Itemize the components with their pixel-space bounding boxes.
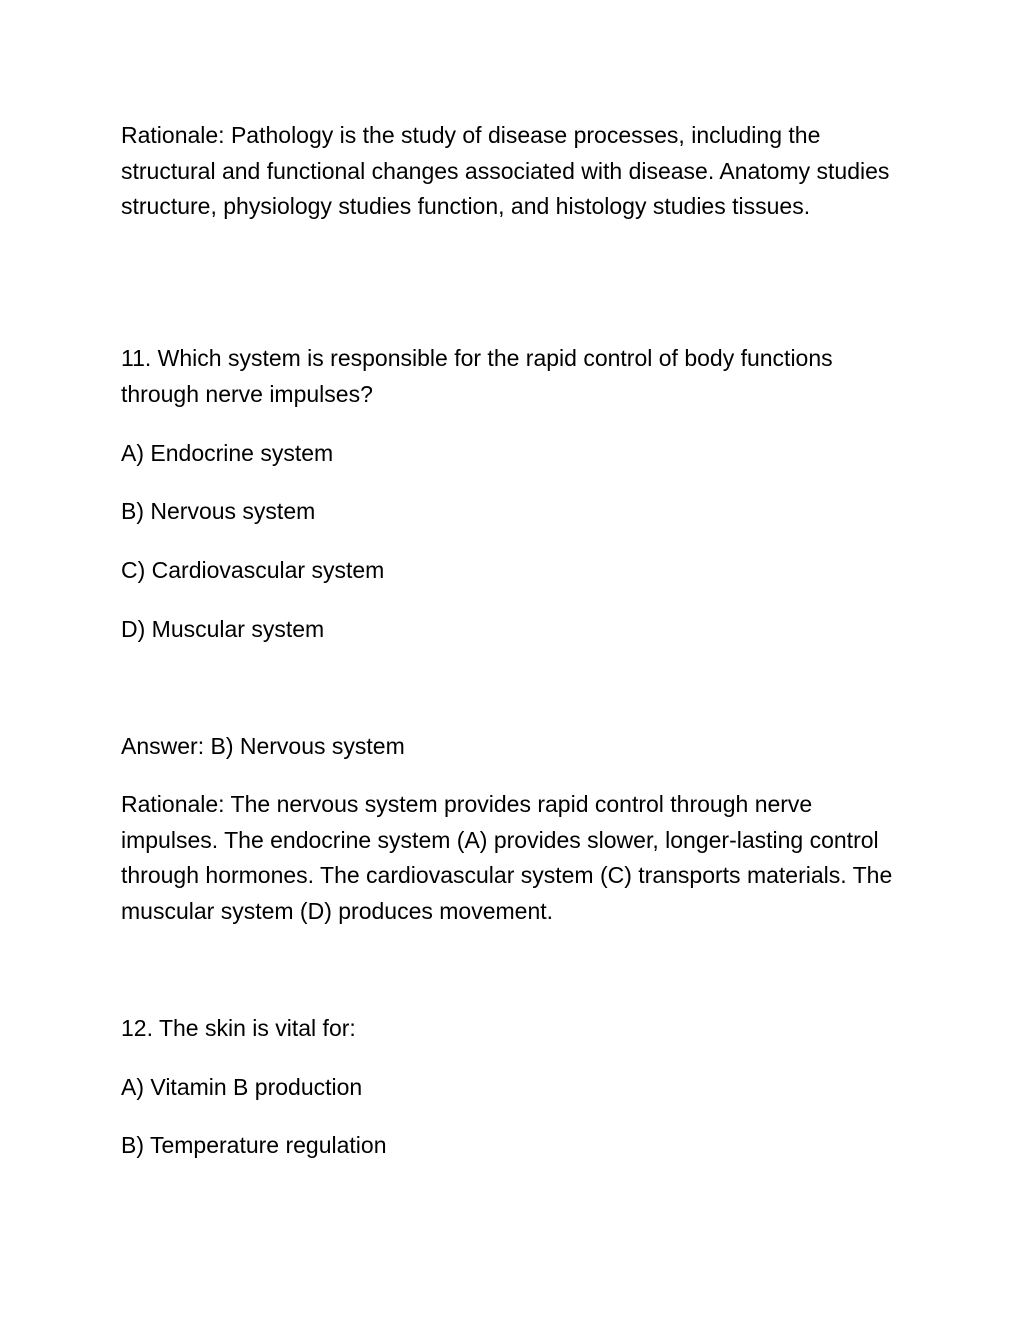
q11-option-b: B) Nervous system — [121, 498, 316, 524]
q12-option-b: B) Temperature regulation — [121, 1132, 387, 1158]
question-11: 11. Which system is responsible for the rapid control of body functions through nerve impulses? — [121, 345, 833, 407]
q11-answer: Answer: B) Nervous system — [121, 733, 405, 759]
q12-option-a: A) Vitamin B production — [121, 1074, 363, 1100]
q11-option-d: D) Muscular system — [121, 616, 325, 642]
q11-option-a: A) Endocrine system — [121, 440, 334, 466]
question-12: 12. The skin is vital for: — [121, 1015, 356, 1041]
q11-rationale: Rationale: The nervous system provides rapid control through nerve impulses. The endocrine system (A) provides slower, longer-lasting control through hormones. The cardiovascular system (C) transports materials. The muscular system (D) produces movement. — [121, 791, 893, 924]
rationale-paragraph: Rationale: Pathology is the study of disease processes, including the structural and functional changes associated with disease. Anatomy studies structure, physiology studies function, and histology studies tissues. — [121, 122, 890, 219]
q11-option-c: C) Cardiovascular system — [121, 557, 385, 583]
